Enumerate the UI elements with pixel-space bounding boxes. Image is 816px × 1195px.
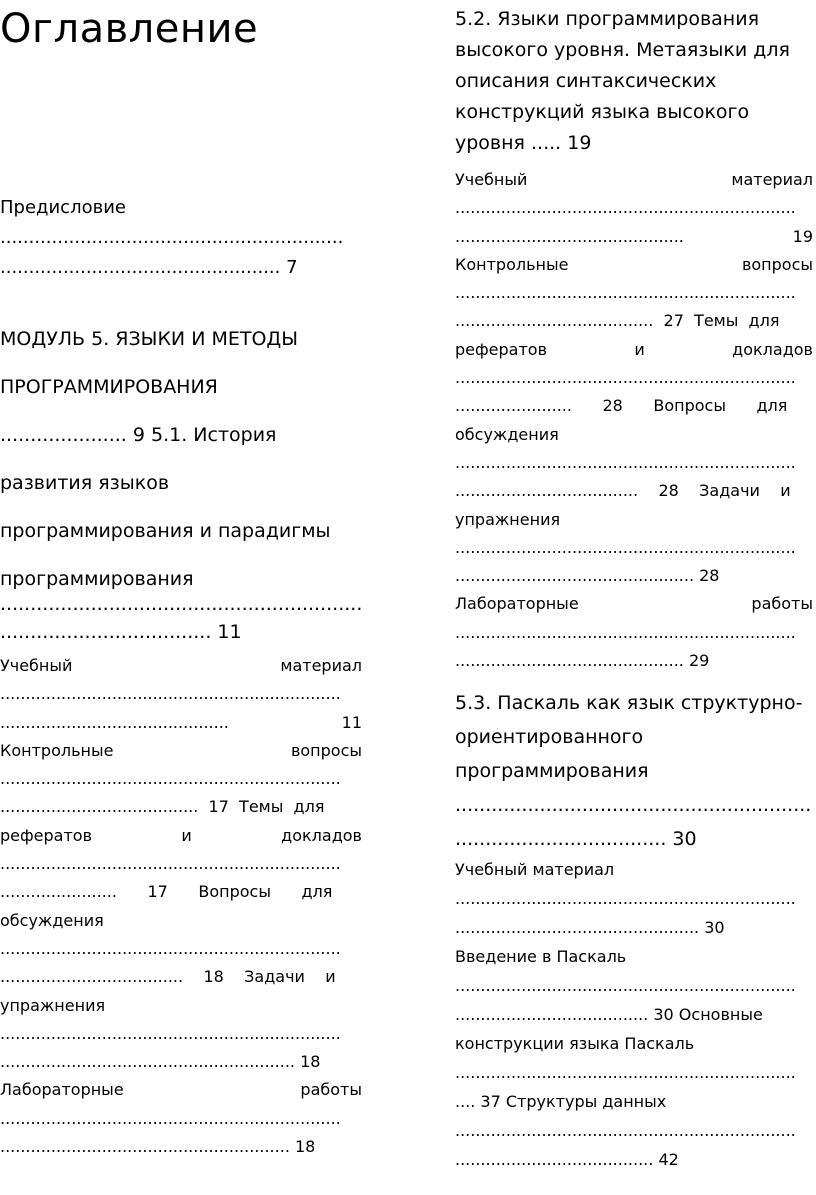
entry-title[interactable] xyxy=(455,166,813,194)
toc-title: Оглавление xyxy=(0,6,259,52)
entry-page xyxy=(455,223,813,251)
entry-leader: ................................................................... xyxy=(0,1023,341,1043)
entry-title[interactable]: конструкции языка Паскаль xyxy=(455,1034,695,1053)
entry-page: ................................... 30 xyxy=(455,828,697,850)
toc-s52-subentries xyxy=(455,166,813,675)
entry-leader: ............................................................ xyxy=(0,227,344,248)
word: рефератов xyxy=(455,339,548,359)
toc-s51-subentries xyxy=(0,652,362,1161)
toc-entry-module5-leader xyxy=(0,590,362,646)
entry-title: ориентированного xyxy=(455,726,644,748)
word: Учебный xyxy=(455,170,528,189)
entry-leader: ................................................................... xyxy=(455,889,796,908)
word: Лабораторные xyxy=(455,594,579,614)
entry-leader: ................................................................... xyxy=(0,769,341,789)
entry-page: ................................................ 30 xyxy=(455,918,725,937)
entry-title: конструкций языка высокого xyxy=(455,101,750,123)
word: вопросы xyxy=(741,254,813,274)
entry-leader: ................................................................... xyxy=(455,198,796,218)
toc-s53-subentries xyxy=(455,855,813,1174)
entry-page: ....................... 28 Вопросы для xyxy=(455,396,788,416)
entry-title[interactable] xyxy=(0,737,362,765)
entry-leader: ................................................................... xyxy=(455,368,796,388)
page-number: 19 xyxy=(792,226,813,246)
entry-leader: ................................................................... xyxy=(455,622,796,642)
entry-title: МОДУЛЬ 5. ЯЗЫКИ И МЕТОДЫ xyxy=(0,328,299,350)
entry-page: ..................... 9 5.1. История xyxy=(0,424,277,446)
word: вопросы xyxy=(290,740,362,760)
entry-page xyxy=(0,709,362,737)
entry-leader: ................................................................... xyxy=(455,452,796,472)
word: материал xyxy=(280,656,362,675)
entry-title[interactable] xyxy=(455,251,813,279)
page-number: 11 xyxy=(341,712,362,732)
entry-title: Предисловие xyxy=(0,197,126,218)
entry-page: ....................................... 42 xyxy=(455,1150,679,1169)
entry-title: программирования и парадигмы xyxy=(0,520,331,542)
entry-page: ....................... 17 Вопросы для xyxy=(0,882,333,902)
word: рефератов xyxy=(0,825,93,845)
entry-leader: ................................................................... xyxy=(455,537,796,557)
entry-title: программирования xyxy=(0,568,194,590)
word: Лабораторные xyxy=(0,1080,124,1100)
entry-title[interactable] xyxy=(0,1076,362,1104)
word: работы xyxy=(300,1080,362,1100)
entry-page: ....................................... 17 Темы для xyxy=(0,797,325,817)
toc-entry-5-3[interactable] xyxy=(455,686,813,856)
entry-leader: ................................................................... xyxy=(455,976,796,995)
entry-title[interactable]: обсуждения xyxy=(455,424,559,444)
entry-title[interactable]: Учебный материал xyxy=(455,860,615,879)
entry-page: ............................................. 29 xyxy=(455,651,710,671)
entry-page: .......................................................... 18 xyxy=(0,1052,321,1072)
entry-title: 5.3. Паскаль как язык структурно- xyxy=(455,692,803,714)
word: Контрольные xyxy=(0,740,114,760)
entry-leader: ................................................................... xyxy=(455,1063,796,1082)
entry-title: развития языков xyxy=(0,472,170,494)
word: материал xyxy=(731,170,813,189)
entry-title: ПРОГРАММИРОВАНИЯ xyxy=(0,376,218,398)
leader: ............................................. xyxy=(455,226,684,246)
entry-page: .................................... 28 Задачи и xyxy=(455,481,791,501)
toc-entry-preface[interactable] xyxy=(0,193,362,283)
word: докладов xyxy=(281,825,362,845)
entry-title[interactable] xyxy=(0,652,362,680)
word: Учебный xyxy=(0,656,73,675)
entry-title[interactable] xyxy=(0,822,362,850)
entry-title: программирования xyxy=(455,760,649,782)
entry-page: ................................... 11 xyxy=(0,621,242,643)
entry-leader: ................................................................... xyxy=(0,938,341,958)
word: и xyxy=(181,825,192,845)
entry-page: уровня ..... 19 xyxy=(455,132,592,154)
entry-page: .................................... 18 Задачи и xyxy=(0,967,336,987)
entry-title[interactable]: обсуждения xyxy=(0,910,104,930)
entry-leader: ................................................................... xyxy=(455,283,796,303)
toc-entry-module5[interactable] xyxy=(0,315,362,603)
entry-leader: ........................................................... xyxy=(455,794,812,816)
entry-page: ....................................... 27 Темы для xyxy=(455,311,780,331)
word: и xyxy=(634,339,645,359)
entry-page: ............................................... 28 xyxy=(455,566,720,586)
entry-title: высокого уровня. Метаязыки для xyxy=(455,39,790,61)
entry-title[interactable]: Введение в Паскаль xyxy=(455,947,627,966)
word: Контрольные xyxy=(455,254,569,274)
word: работы xyxy=(751,594,813,614)
word: докладов xyxy=(732,339,813,359)
entry-page: ................................................. 7 xyxy=(0,257,298,278)
entry-title[interactable] xyxy=(455,336,813,364)
entry-title[interactable] xyxy=(455,590,813,618)
entry-leader: ............................................................ xyxy=(0,593,362,615)
entry-page: .... 37 Структуры данных xyxy=(455,1092,667,1111)
entry-page: ......................................................... 18 xyxy=(0,1137,316,1157)
entry-title: описания синтаксических xyxy=(455,70,717,92)
toc-entry-5-2[interactable] xyxy=(455,4,813,159)
leader: ............................................. xyxy=(0,712,229,732)
entry-title[interactable]: упражнения xyxy=(0,995,106,1015)
entry-page: ...................................... 30 Основные xyxy=(455,1005,763,1024)
entry-title[interactable]: упражнения xyxy=(455,509,561,529)
entry-leader: ................................................................... xyxy=(455,1121,796,1140)
entry-title: 5.2. Языки программирования xyxy=(455,8,759,30)
entry-leader: ................................................................... xyxy=(0,684,341,704)
entry-leader: ................................................................... xyxy=(0,1108,341,1128)
entry-leader: ................................................................... xyxy=(0,854,341,874)
